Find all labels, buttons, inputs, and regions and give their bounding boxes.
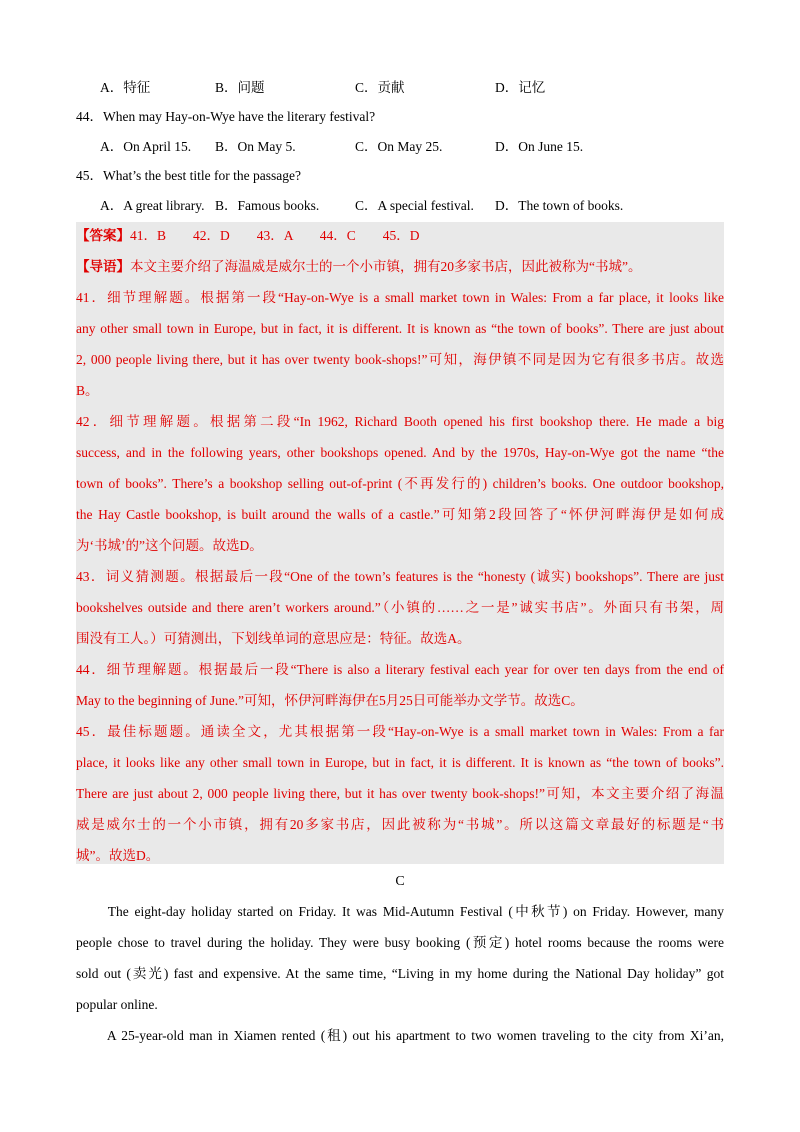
guide-label: 【导语】 (76, 259, 130, 274)
q43-option-a: A．特征 (100, 80, 151, 95)
q45-option-a: A．A great library. (100, 198, 205, 213)
explanation-line: 41．细节理解题。根据第一段“Hay-on-Wye is a small market town in Wales: From a far place, it looks like (76, 290, 724, 305)
q44-option-d: D．On June 15. (495, 139, 584, 154)
explanation-line: 45．最佳标题题。通读全文，尤其根据第一段“Hay-on-Wye is a small market town in Wales: From a far (76, 724, 724, 739)
q45-option-c: C．A special festival. (355, 198, 474, 213)
explanation-line: 为‘书城’的”这个问题。故选D。 (76, 538, 263, 553)
explanation-line: bookshelves outside and there aren’t workers around.”（小镇的……之一是”诚实书店”。外面只有书架，周 (76, 600, 724, 615)
q45-question: 45．What’s the best title for the passage? (76, 168, 301, 183)
explanation-line: place, it looks like any other small town in Europe, but in fact, it is different. It is known as “the town of books”. (76, 755, 724, 770)
section-heading: C (395, 874, 405, 889)
passage-line: A 25-year-old man in Xiamen rented (租) out his apartment to two women traveling to the city from Xi’an, (76, 1028, 724, 1043)
explanation-line: There are just about 2, 000 people living there, but it has over twenty book-shops!”可知，本文主要介绍了海温 (76, 786, 724, 801)
passage-line: sold out (卖光) fast and expensive. At the same time, “Living in my home during the National Day holiday” got (76, 966, 724, 981)
q45-option-d: D．The town of books. (495, 198, 624, 213)
explanation-line: any other small town in Europe, but in fact, it is different. It is known as “the town of books”. There are just about (76, 321, 724, 336)
answer-key (76, 220, 724, 251)
guide (76, 251, 724, 282)
guide-text: 本文主要介绍了海温威是威尔士的一个小市镇，拥有20多家书店，因此被称为“书城”。 (130, 259, 642, 274)
q43-option-b: B．问题 (215, 80, 265, 95)
answer-label: 【答案】 (76, 228, 130, 243)
q43-option-d: D．记忆 (495, 80, 546, 95)
q44-option-c: C．On May 25. (355, 139, 443, 154)
explanation-line: 43．词义猜测题。根据最后一段“One of the town’s features is the “honesty (诚实) bookshops”. There are just (76, 569, 724, 584)
explanation-line: the Hay Castle bookshop, is built around the walls of a castle.”可知第2段回答了“怀伊河畔海伊是如何成 (76, 507, 724, 522)
q44-option-a: A．On April 15. (100, 139, 192, 154)
passage-line: popular online. (76, 997, 158, 1012)
passage-line: people chose to travel during the holiday. They were busy booking (预定) hotel rooms because the rooms were (76, 935, 724, 950)
explanation-line: 威是威尔士的一个小市镇，拥有20多家书店，因此被称为“书城”。所以这篇文章最好的标题是“书 (76, 817, 724, 832)
q44-option-b: B．On May 5. (215, 139, 296, 154)
explanation-line: 城”。故选D。 (76, 848, 160, 863)
q43-option-c: C．贡献 (355, 80, 405, 95)
explanation-line: B。 (76, 383, 99, 398)
explanation-line: success, and in the following years, other bookshops opened. And by the 1970s, Hay-on-Wye got the name “the (76, 445, 724, 460)
explanation-line: 围没有工人。）可猜测出，下划线单词的意思应是：特征。故选A。 (76, 631, 471, 646)
answer-text: 41．B 42．D 43．A 44．C 45．D (130, 228, 420, 243)
explanation-line: town of books”. There’s a bookshop selling out-of-print (不再发行的) children’s books. One outdoor bookshop, (76, 476, 724, 491)
passage-line: The eight-day holiday started on Friday. It was Mid-Autumn Festival (中秋节) on Friday. However, many (76, 904, 724, 919)
q45-option-b: B．Famous books. (215, 198, 320, 213)
q44-question: 44．When may Hay-on-Wye have the literary festival? (76, 109, 376, 124)
explanation-line: 44．细节理解题。根据最后一段“There is also a literary festival each year for over ten days from the end of (76, 662, 724, 677)
explanation-line: 42．细节理解题。根据第二段“In 1962, Richard Booth opened his first bookshop there. He made a big (76, 414, 724, 429)
explanation-line: 2, 000 people living there, but it has over twenty book-shops!”可知，海伊镇不同是因为它有很多书店。故选 (76, 352, 724, 367)
explanation-line: May to the beginning of June.”可知，怀伊河畔海伊在5月25日可能举办文学节。故选C。 (76, 693, 584, 708)
